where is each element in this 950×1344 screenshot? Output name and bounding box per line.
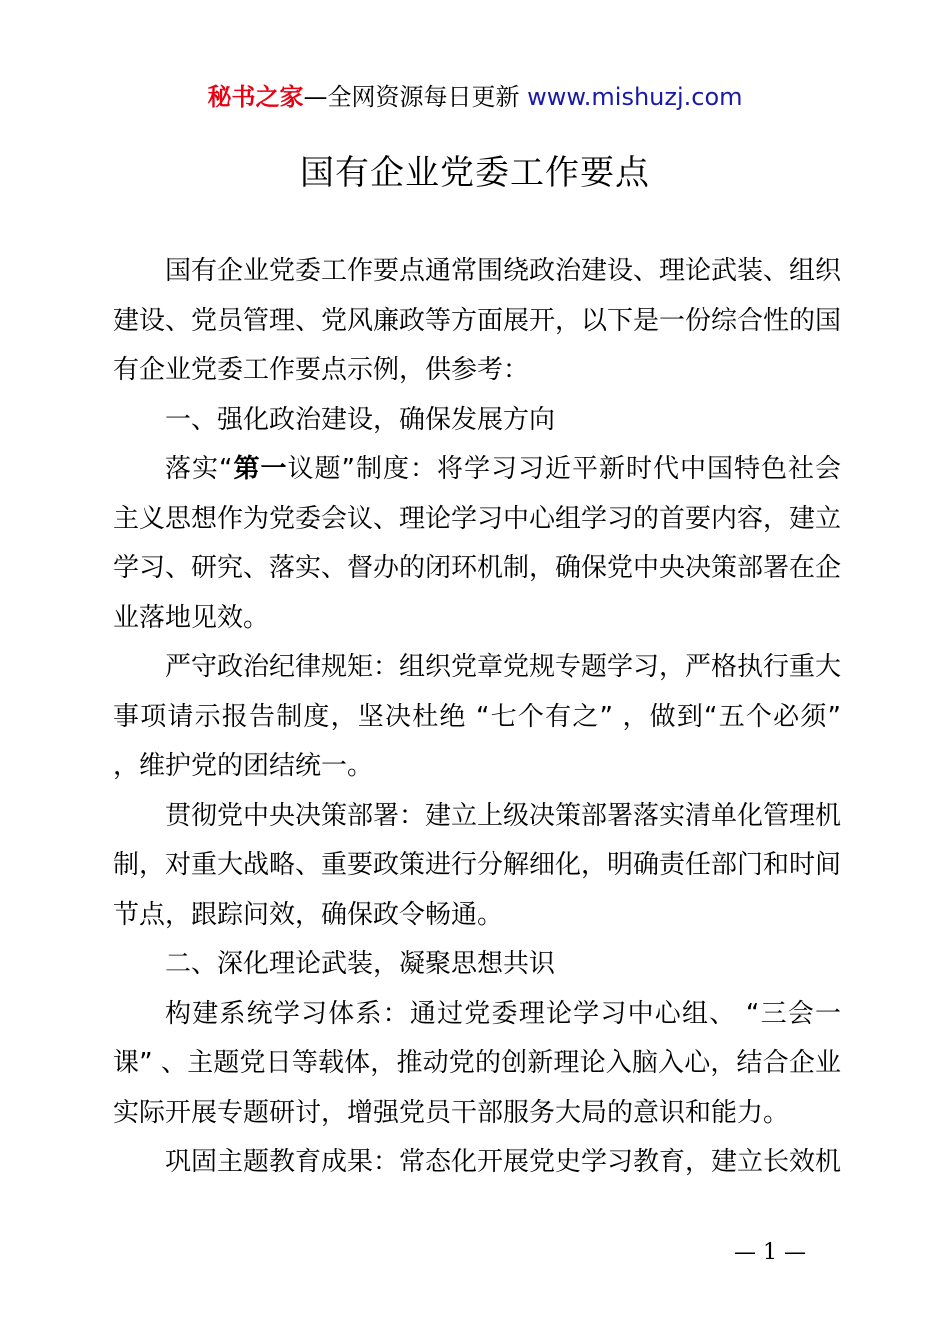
document-body (113, 247, 841, 1188)
section1-item-1 (113, 445, 841, 643)
intro-paragraph: 国有企业党委工作要点通常围绕政治建设、理论武装、组织建设、党员管理、党风廉政等方面展开，以下是一份综合性的国有企业党委工作要点示例，供参考： (113, 256, 842, 385)
page-title: 国有企业党委工作要点 (300, 153, 650, 193)
document-header (0, 80, 950, 114)
item-text-pre: 落实“ (165, 454, 233, 484)
header-tagline: —全网资源每日更新 (303, 83, 528, 111)
section-heading-1: 一、强化政治建设，确保发展方向 (165, 404, 556, 435)
section2-item-1: 构建系统学习体系：通过党委理论学习中心组、 “三会一课” 、主题党日等载体，推动党的创新理论入脑入心，结合企业实际开展专题研讨，增强党员干部服务大局的意识和能力。 (113, 998, 841, 1128)
item-text-bold: 第一 (232, 454, 288, 484)
header-url[interactable]: www.mishuzj.com (527, 83, 743, 111)
item-text-post: 议题”制度：将学习习近平新时代中国特色社会主义思想作为党委会议、理论学习中心组学习的首要内容，建立学习、研究、落实、督办的闭环机制，确保党中央决策部署在企业落地见效。 (113, 454, 842, 633)
section1-item-2: 严守政治纪律规矩：组织党章党规专题学习，严格执行重大事项请示报告制度，坚决杜绝 “七个有之” ，做到“五个必须” ，维护党的团结统一。 (113, 652, 842, 781)
section-heading-2: 二、深化理论武装，凝聚思想共识 (165, 949, 556, 979)
section1-item-3: 贯彻党中央决策部署：建立上级决策部署落实清单化管理机制，对重大战略、重要政策进行分解细化，明确责任部门和时间节点，跟踪问效，确保政令畅通。 (113, 800, 842, 930)
page-number: — 1 — (734, 1240, 806, 1265)
brand-name: 秘书之家 (207, 83, 304, 111)
section2-item-2: 巩固主题教育成果：常态化开展党史学习教育，建立长效机 (165, 1147, 842, 1177)
